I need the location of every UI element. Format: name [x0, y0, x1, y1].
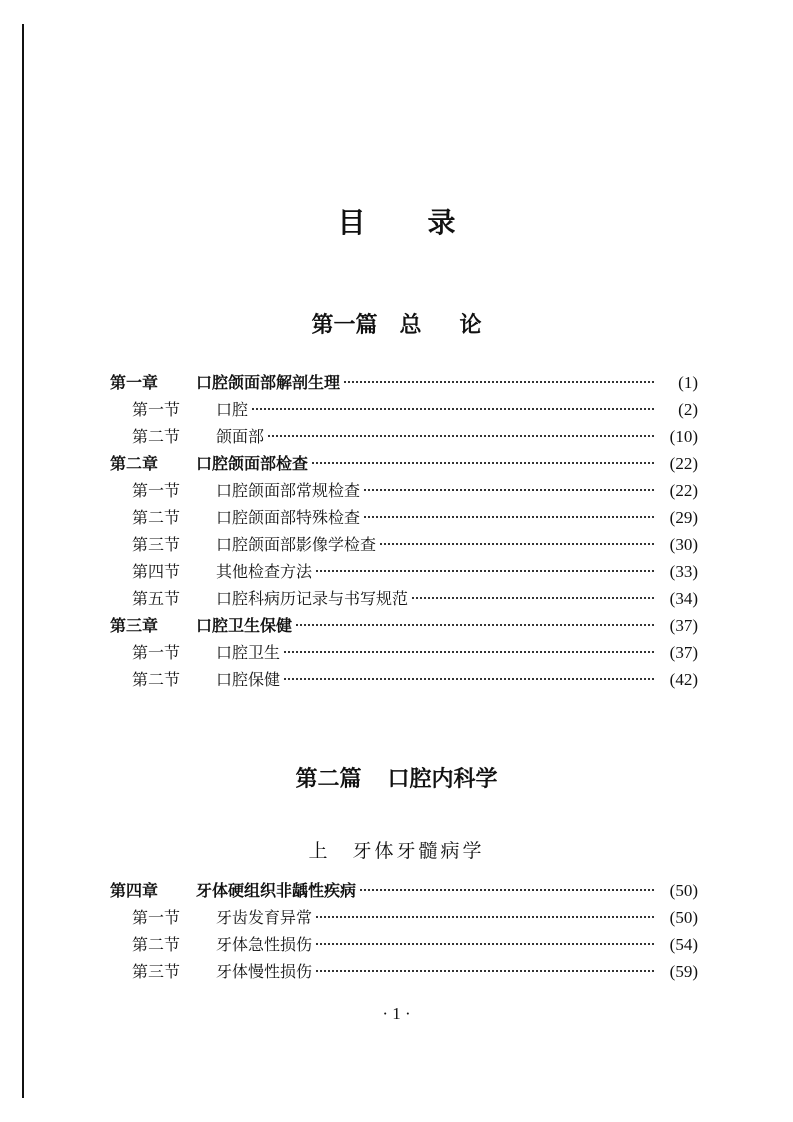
dot-leader: [364, 516, 654, 518]
toc-section-row[interactable]: [110, 477, 698, 504]
part-heading-prefix: 第二篇: [295, 767, 362, 792]
page-title: [0, 201, 793, 241]
page-ref: (59): [669, 962, 698, 981]
part-heading-name: 口腔内科学: [387, 767, 498, 792]
section-number: 第五节: [132, 589, 181, 608]
toc-section-row[interactable]: [110, 958, 698, 985]
toc-section-row[interactable]: [110, 904, 698, 931]
chapter-title: 口腔卫生保健: [196, 616, 293, 635]
toc-section-row[interactable]: [110, 504, 698, 531]
page-ref: (30): [669, 535, 698, 554]
dot-leader: [316, 970, 654, 972]
page-margin-line: [22, 24, 24, 1098]
section-number: 第三节: [132, 535, 181, 554]
section-title: 其他检查方法: [216, 562, 313, 581]
page-ref: (22): [669, 481, 698, 500]
dot-leader: [364, 489, 654, 491]
chapter-number: 第一章: [110, 373, 159, 392]
dot-leader: [360, 889, 654, 891]
page-ref: (29): [669, 508, 698, 527]
dot-leader: [316, 916, 654, 918]
section-number: 第二节: [132, 670, 181, 689]
chapter-title: 牙体硬组织非龋性疾病: [196, 881, 357, 900]
page-ref: (54): [669, 935, 698, 954]
page-ref: (10): [669, 427, 698, 446]
toc-section-row[interactable]: [110, 585, 698, 612]
toc-part-1: [110, 369, 698, 693]
section-number: 第一节: [132, 908, 181, 927]
section-title: 颌面部: [216, 427, 265, 446]
section-title: 口腔颌面部常规检查: [216, 481, 361, 500]
section-title: 口腔卫生: [216, 643, 281, 662]
part-heading-2: [0, 762, 793, 793]
dot-leader: [284, 678, 654, 680]
dot-leader: [268, 435, 654, 437]
section-title: 口腔科病历记录与书写规范: [216, 589, 409, 608]
section-number: 第一节: [132, 643, 181, 662]
section-title: 口腔: [216, 400, 249, 419]
page-ref: (42): [669, 670, 698, 689]
page-title-char-2: 录: [427, 205, 456, 239]
toc-chapter-row[interactable]: [110, 877, 698, 904]
section-number: 第二节: [132, 935, 181, 954]
section-number: 第四节: [132, 562, 181, 581]
toc-section-row[interactable]: [110, 558, 698, 585]
toc-section-row[interactable]: [110, 639, 698, 666]
page-ref: (37): [669, 643, 698, 662]
dot-leader: [316, 570, 654, 572]
part-subheading: 上 牙体牙髓病学: [308, 840, 485, 862]
toc-section-row[interactable]: [110, 531, 698, 558]
dot-leader: [252, 408, 654, 410]
page-ref: (37): [669, 616, 698, 635]
section-title: 牙齿发育异常: [216, 908, 313, 927]
section-number: 第二节: [132, 508, 181, 527]
part-heading-name-char-1: 总: [399, 313, 422, 338]
toc-section-row[interactable]: [110, 666, 698, 693]
page-title-char-1: 目: [337, 205, 366, 239]
page-ref: (50): [669, 908, 698, 927]
toc-chapter-row[interactable]: [110, 369, 698, 396]
dot-leader: [296, 624, 654, 626]
page-ref: (1): [678, 373, 698, 392]
dot-leader: [316, 943, 654, 945]
part-heading-name-char-2: 论: [459, 313, 482, 338]
section-number: 第二节: [132, 427, 181, 446]
part-heading-1: [0, 308, 793, 339]
chapter-title: 口腔颌面部检查: [196, 454, 309, 473]
section-number: 第一节: [132, 400, 181, 419]
section-title: 口腔保健: [216, 670, 281, 689]
section-title: 口腔颌面部特殊检查: [216, 508, 361, 527]
dot-leader: [312, 462, 654, 464]
toc-section-row[interactable]: [110, 423, 698, 450]
chapter-number: 第四章: [110, 881, 159, 900]
page-ref: (22): [669, 454, 698, 473]
toc-chapter-row[interactable]: [110, 450, 698, 477]
section-number: 第三节: [132, 962, 181, 981]
dot-leader: [412, 597, 654, 599]
toc-chapter-row[interactable]: [110, 612, 698, 639]
part-heading-prefix: 第一篇: [311, 313, 378, 338]
page-number: · 1 ·: [382, 1004, 411, 1023]
dot-leader: [284, 651, 654, 653]
dot-leader: [380, 543, 654, 545]
toc-section-row[interactable]: [110, 396, 698, 423]
section-title: 牙体慢性损伤: [216, 962, 313, 981]
section-title: 口腔颌面部影像学检查: [216, 535, 377, 554]
page-ref: (33): [669, 562, 698, 581]
chapter-number: 第二章: [110, 454, 159, 473]
section-number: 第一节: [132, 481, 181, 500]
toc-part-2: [110, 877, 698, 985]
page-ref: (34): [669, 589, 698, 608]
chapter-title: 口腔颌面部解剖生理: [196, 373, 341, 392]
toc-section-row[interactable]: [110, 931, 698, 958]
dot-leader: [344, 381, 654, 383]
section-title: 牙体急性损伤: [216, 935, 313, 954]
page-ref: (50): [669, 881, 698, 900]
chapter-number: 第三章: [110, 616, 159, 635]
page-ref: (2): [678, 400, 698, 419]
